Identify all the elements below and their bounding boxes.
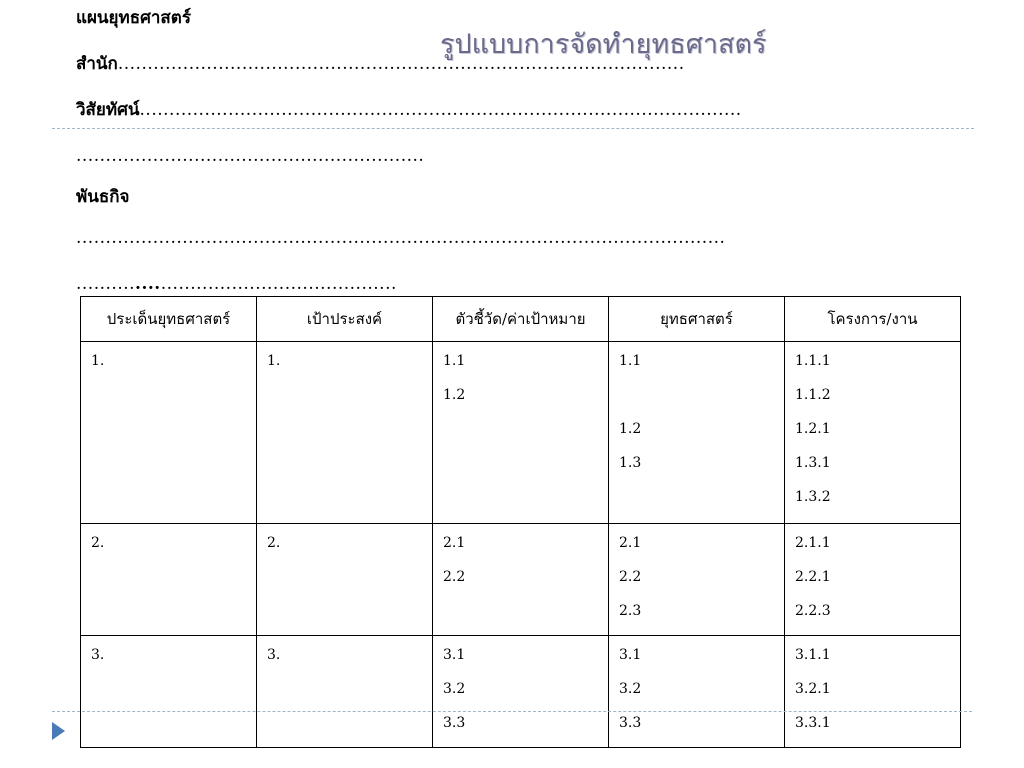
strategy-value: 2.1	[619, 535, 642, 551]
header-project: โครงการ/งาน	[785, 297, 961, 342]
strategy-value: 1.3	[619, 455, 642, 471]
mission-label: พันธกิจ	[76, 187, 130, 207]
indicator-value: 1.1	[443, 353, 466, 369]
strategy-cell	[609, 342, 785, 524]
header-strategy: ยุทธศาสตร์	[609, 297, 785, 342]
page-title: รูปแบบการจัดทำยุทธศาสตร์	[440, 29, 767, 60]
indicator-value: 3.1	[443, 647, 466, 663]
project-cell	[785, 636, 961, 748]
project-cell	[785, 524, 961, 636]
indicator-cell	[433, 524, 609, 636]
table-header-row	[81, 297, 961, 342]
indicator-value	[443, 446, 598, 480]
indicator-cell	[433, 342, 609, 524]
indicator-value: 2.1	[443, 535, 466, 551]
strategy-value	[619, 480, 774, 514]
issue-cell	[81, 524, 257, 636]
project-cell	[785, 342, 961, 524]
indicator-value: 3.2	[443, 681, 466, 697]
indicator-cell	[433, 636, 609, 748]
strategy-table	[80, 296, 961, 748]
project-value: 1.1.1	[795, 353, 831, 369]
project-value: 2.1.1	[795, 535, 831, 551]
goal-value: 2.	[267, 535, 281, 551]
play-arrow-icon	[52, 722, 65, 740]
goal-cell	[257, 342, 433, 524]
strategy-cell	[609, 636, 785, 748]
indicator-value	[443, 480, 598, 514]
goal-cell	[257, 524, 433, 636]
table-row	[81, 636, 961, 748]
strategy-value	[619, 378, 774, 412]
strategy-value: 1.1	[619, 353, 642, 369]
mission-dots-2b: ....	[135, 274, 161, 294]
project-value: 3.3.1	[795, 715, 831, 731]
issue-cell	[81, 342, 257, 524]
project-value: 1.3.1	[795, 455, 831, 471]
goal-value: 3.	[267, 647, 281, 663]
indicator-value: 3.3	[443, 715, 466, 731]
issue-value: 1.	[91, 353, 105, 369]
office-line	[76, 50, 685, 77]
issue-cell	[81, 636, 257, 748]
vision-dots-continued: ...........................................................	[76, 146, 425, 166]
issue-value: 2.	[91, 535, 105, 551]
project-value: 3.1.1	[795, 647, 831, 663]
project-value: 1.1.2	[795, 387, 831, 403]
dashed-divider-bottom	[52, 711, 972, 712]
project-value: 1.2.1	[795, 421, 831, 437]
project-value: 2.2.1	[795, 569, 831, 585]
vision-label: วิสัยทัศน์	[76, 100, 140, 120]
strategy-value: 1.2	[619, 421, 642, 437]
header-strategic-issue: ประเด็นยุทธศาสตร์	[81, 297, 257, 342]
header-goal: เป้าประสงค์	[257, 297, 433, 342]
project-value: 2.2.3	[795, 603, 831, 619]
issue-value: 3.	[91, 647, 105, 663]
table-row	[81, 524, 961, 636]
strategy-value: 2.2	[619, 569, 642, 585]
project-value: 1.3.2	[795, 489, 831, 505]
office-label: สำนัก	[76, 54, 118, 74]
indicator-value	[443, 412, 598, 446]
mission-dots-1: ..............................................................................................................	[76, 228, 726, 248]
strategy-value: 3.2	[619, 681, 642, 697]
dashed-divider-top	[52, 128, 974, 129]
indicator-value: 2.2	[443, 569, 466, 585]
mission-dots-2c: ........................................	[160, 274, 397, 294]
strategy-value: 2.3	[619, 603, 642, 619]
mission-dots-2a: ..........	[76, 274, 136, 294]
strategy-value: 3.3	[619, 715, 642, 731]
indicator-value: 1.2	[443, 387, 466, 403]
plan-label: แผนยุทธศาสตร์	[76, 8, 191, 28]
strategy-value: 3.1	[619, 647, 642, 663]
mission-line-1	[76, 228, 725, 248]
goal-cell	[257, 636, 433, 748]
project-value: 3.2.1	[795, 681, 831, 697]
mission-line-2	[76, 274, 397, 294]
office-dots: ................................................................................................	[117, 54, 685, 74]
table-row	[81, 342, 961, 524]
vision-dots: ......................................................................................................	[139, 100, 742, 120]
goal-value: 1.	[267, 353, 281, 369]
vision-line	[76, 96, 742, 123]
indicator-value	[443, 594, 598, 628]
vision-line-continued	[76, 146, 424, 166]
strategy-cell	[609, 524, 785, 636]
header-indicator: ตัวชี้วัด/ค่าเป้าหมาย	[433, 297, 609, 342]
